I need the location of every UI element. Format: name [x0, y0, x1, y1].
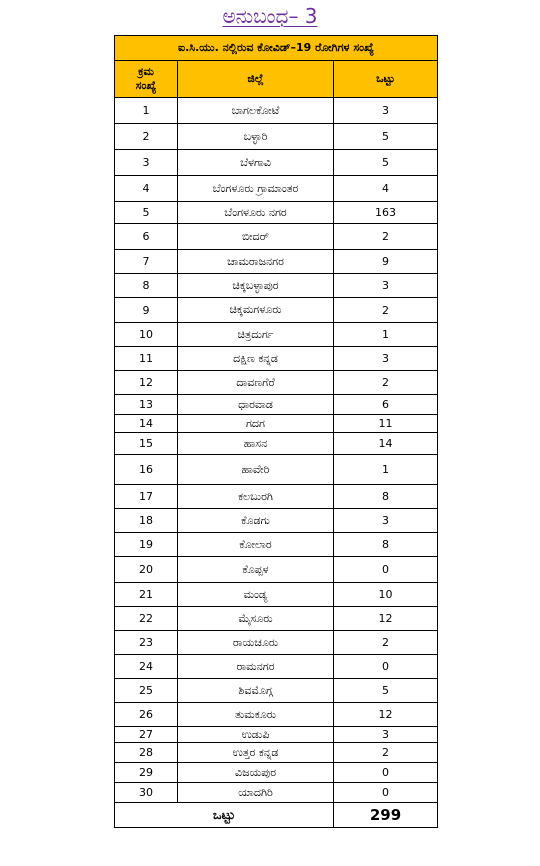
count-cell: 2 [334, 371, 438, 395]
serial-cell: 24 [115, 655, 178, 679]
count-cell: 0 [334, 557, 438, 583]
table-row [115, 250, 438, 274]
serial-cell: 29 [115, 763, 178, 783]
table-row [115, 607, 438, 631]
count-cell: 8 [334, 533, 438, 557]
serial-cell: 1 [115, 98, 178, 124]
table-row [115, 743, 438, 763]
district-cell: ಉತ್ತರ ಕನ್ನಡ [178, 743, 334, 763]
total-label: ಒಟ್ಟು [115, 803, 334, 828]
count-cell: 14 [334, 433, 438, 455]
district-cell: ದಕ್ಷಿಣ ಕನ್ನಡ [178, 347, 334, 371]
serial-cell: 25 [115, 679, 178, 703]
count-cell: 1 [334, 323, 438, 347]
total-value: 299 [334, 803, 438, 828]
table-row [115, 224, 438, 250]
table-row [115, 124, 438, 150]
icu-covid-table [114, 35, 438, 828]
district-cell: ಬೆಂಗಳೂರು ಗ್ರಾಮಾಂತರ [178, 176, 334, 202]
district-cell: ಚಾಮರಾಜನಗರ [178, 250, 334, 274]
table-row [115, 533, 438, 557]
count-cell: 12 [334, 607, 438, 631]
serial-cell: 6 [115, 224, 178, 250]
district-cell: ಹಾಸನ [178, 433, 334, 455]
table-row [115, 371, 438, 395]
count-cell: 6 [334, 395, 438, 415]
table-row [115, 176, 438, 202]
district-cell: ಉಡುಪಿ [178, 727, 334, 743]
table-row [115, 150, 438, 176]
column-header-row [115, 61, 438, 98]
table-row [115, 783, 438, 803]
serial-cell: 16 [115, 455, 178, 485]
count-cell: 5 [334, 124, 438, 150]
serial-cell: 17 [115, 485, 178, 509]
table-row [115, 298, 438, 323]
serial-cell: 9 [115, 298, 178, 323]
serial-cell: 8 [115, 274, 178, 298]
district-cell: ಧಾರವಾಡ [178, 395, 334, 415]
count-cell: 0 [334, 655, 438, 679]
district-cell: ಕೋಲಾರ [178, 533, 334, 557]
serial-cell: 15 [115, 433, 178, 455]
column-header-serial [115, 61, 178, 98]
table-row [115, 323, 438, 347]
column-header-serial-line2: ಸಂಖ್ಯೆ [135, 79, 157, 92]
count-cell: 5 [334, 150, 438, 176]
serial-cell: 14 [115, 415, 178, 433]
count-cell: 5 [334, 679, 438, 703]
table-row [115, 415, 438, 433]
serial-cell: 23 [115, 631, 178, 655]
table-row [115, 274, 438, 298]
count-cell: 2 [334, 224, 438, 250]
serial-cell: 30 [115, 783, 178, 803]
serial-cell: 20 [115, 557, 178, 583]
serial-cell: 21 [115, 583, 178, 607]
count-cell: 11 [334, 415, 438, 433]
district-cell: ಚಿತ್ರದುರ್ಗ [178, 323, 334, 347]
count-cell: 10 [334, 583, 438, 607]
table-row [115, 509, 438, 533]
district-cell: ಮಂಡ್ಯ [178, 583, 334, 607]
serial-cell: 28 [115, 743, 178, 763]
table-row [115, 202, 438, 224]
district-cell: ಮೈಸೂರು [178, 607, 334, 631]
serial-cell: 7 [115, 250, 178, 274]
district-cell: ವಿಜಯಪುರ [178, 763, 334, 783]
table-row [115, 557, 438, 583]
serial-cell: 26 [115, 703, 178, 727]
district-cell: ಕೊಪ್ಪಳ [178, 557, 334, 583]
table-title-row [115, 36, 438, 61]
district-cell: ಕೊಡಗು [178, 509, 334, 533]
count-cell: 3 [334, 727, 438, 743]
column-header-district: ಜಿಲ್ಲೆ [178, 61, 334, 98]
table-row [115, 433, 438, 455]
count-cell: 2 [334, 631, 438, 655]
district-cell: ಚಿಕ್ಕಮಗಳೂರು [178, 298, 334, 323]
district-cell: ಬೀದರ್ [178, 224, 334, 250]
count-cell: 0 [334, 763, 438, 783]
count-cell: 3 [334, 509, 438, 533]
table-row [115, 485, 438, 509]
table-row [115, 347, 438, 371]
district-cell: ಚಿಕ್ಕಬಳ್ಳಾಪುರ [178, 274, 334, 298]
serial-cell: 10 [115, 323, 178, 347]
table-row [115, 631, 438, 655]
table-row [115, 727, 438, 743]
table-row [115, 395, 438, 415]
serial-cell: 5 [115, 202, 178, 224]
table-title: ಐ.ಸಿ.ಯು. ನಲ್ಲಿರುವ ಕೋವಿಡ್–19 ರೋಗಿಗಳ ಸಂಖ್ಯೆ [115, 36, 438, 61]
district-cell: ಬಳ್ಳಾರಿ [178, 124, 334, 150]
serial-cell: 11 [115, 347, 178, 371]
serial-cell: 22 [115, 607, 178, 631]
district-cell: ಕಲಬುರಗಿ [178, 485, 334, 509]
column-header-total: ಒಟ್ಟು [334, 61, 438, 98]
table-row [115, 98, 438, 124]
count-cell: 0 [334, 783, 438, 803]
count-cell: 12 [334, 703, 438, 727]
count-cell: 1 [334, 455, 438, 485]
annexure-heading [0, 4, 540, 28]
district-cell: ಬೆಂಗಳೂರು ನಗರ [178, 202, 334, 224]
serial-cell: 19 [115, 533, 178, 557]
table-row [115, 583, 438, 607]
count-cell: 9 [334, 250, 438, 274]
serial-cell: 3 [115, 150, 178, 176]
serial-cell: 18 [115, 509, 178, 533]
table-body [115, 98, 438, 803]
serial-cell: 27 [115, 727, 178, 743]
district-cell: ತುಮಕೂರು [178, 703, 334, 727]
count-cell: 2 [334, 298, 438, 323]
annexure-heading-text: ಅನುಬಂಧ– 3 [222, 4, 318, 28]
district-cell: ಶಿವಮೊಗ್ಗ [178, 679, 334, 703]
total-row [115, 803, 438, 828]
serial-cell: 2 [115, 124, 178, 150]
table-row [115, 763, 438, 783]
district-cell: ರಾಮನಗರ [178, 655, 334, 679]
district-cell: ಗದಗ [178, 415, 334, 433]
column-header-serial-line1: ಕ್ರಮ [138, 65, 154, 78]
count-cell: 3 [334, 98, 438, 124]
district-cell: ಬೆಳಗಾವಿ [178, 150, 334, 176]
table-row [115, 655, 438, 679]
district-cell: ಹಾವೇರಿ [178, 455, 334, 485]
count-cell: 2 [334, 743, 438, 763]
count-cell: 8 [334, 485, 438, 509]
district-cell: ರಾಯಚೂರು [178, 631, 334, 655]
table-row [115, 679, 438, 703]
count-cell: 3 [334, 274, 438, 298]
serial-cell: 13 [115, 395, 178, 415]
table-row [115, 703, 438, 727]
district-cell: ಬಾಗಲಕೋಟೆ [178, 98, 334, 124]
district-cell: ದಾವಣಗೆರೆ [178, 371, 334, 395]
district-cell: ಯಾದಗಿರಿ [178, 783, 334, 803]
count-cell: 163 [334, 202, 438, 224]
count-cell: 3 [334, 347, 438, 371]
serial-cell: 4 [115, 176, 178, 202]
table-row [115, 455, 438, 485]
count-cell: 4 [334, 176, 438, 202]
serial-cell: 12 [115, 371, 178, 395]
